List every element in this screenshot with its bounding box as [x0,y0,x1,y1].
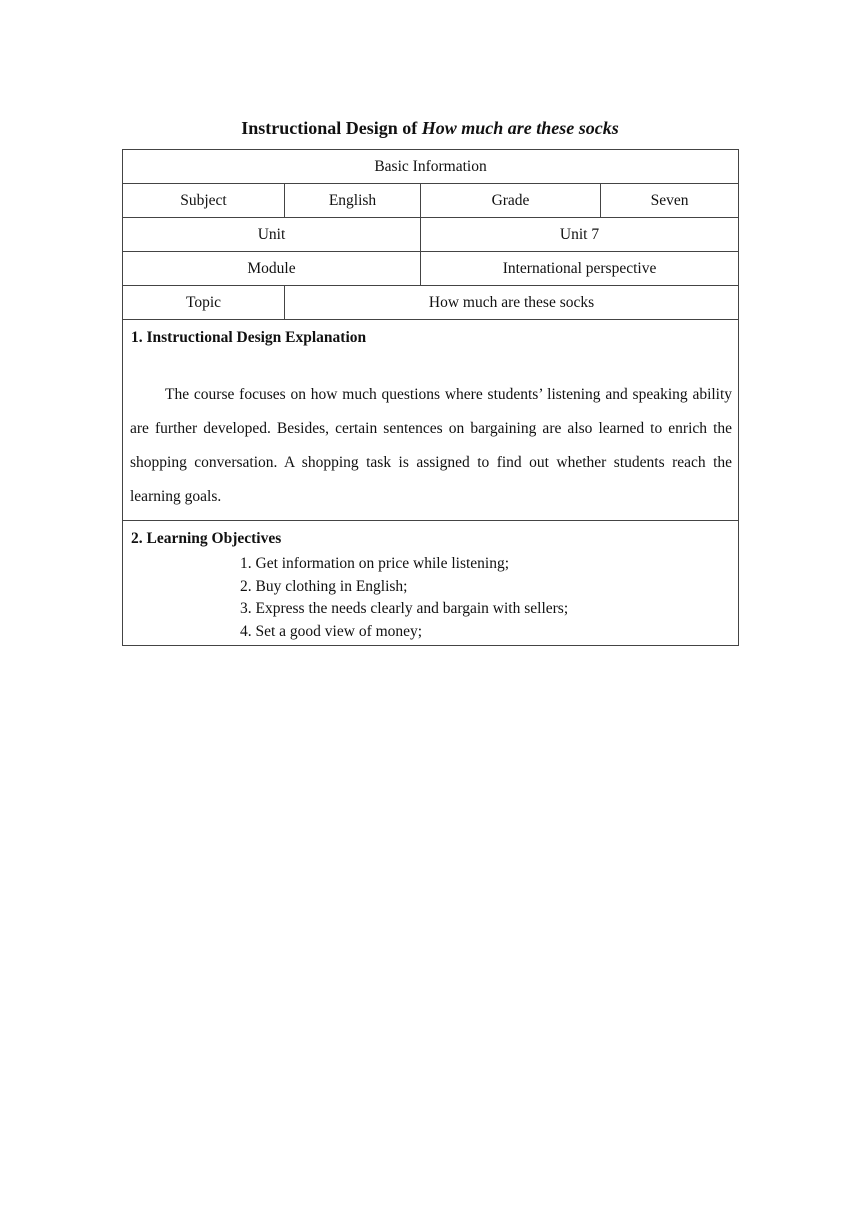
unit-label: Unit [123,218,421,252]
table-row [123,150,739,184]
objectives-list [123,553,738,645]
topic-value: How much are these socks [285,286,739,320]
table-row [123,521,739,646]
table-row [123,286,739,320]
subject-value: English [285,184,421,218]
page-title [0,116,860,140]
module-value: International perspective [421,252,739,286]
list-item: 2. Buy clothing in English; [240,577,408,595]
explanation-section [123,320,739,521]
objectives-heading: 2. Learning Objectives [131,530,282,547]
grade-value: Seven [601,184,739,218]
table-row [123,252,739,286]
subject-label: Subject [123,184,285,218]
table-row [123,184,739,218]
list-item: 1. Get information on price while listening; [240,555,510,572]
title-prefix: Instructional Design of [241,118,422,138]
explanation-heading: 1. Instructional Design Explanation [131,329,367,346]
basic-information-header: Basic Information [123,150,739,184]
title-italic: How much are these socks [421,118,619,138]
list-item: 4. Set a good view of money; [240,622,423,640]
module-label: Module [123,252,421,286]
grade-label: Grade [421,184,601,218]
table-row [123,320,739,521]
table-row [123,218,739,252]
unit-value: Unit 7 [421,218,739,252]
objectives-section [123,521,739,646]
basic-information-table [122,149,739,646]
topic-label: Topic [123,286,285,320]
explanation-body: The course focuses on how much questions where students’ listening and speaking ability are further developed. Besides, certain sentences on bargaining are also learned to enrich the shopping conversation. A shopping task is assigned to find out whether students reach the learning goals. [130,386,733,505]
list-item: 3. Express the needs clearly and bargain with sellers; [240,600,569,617]
